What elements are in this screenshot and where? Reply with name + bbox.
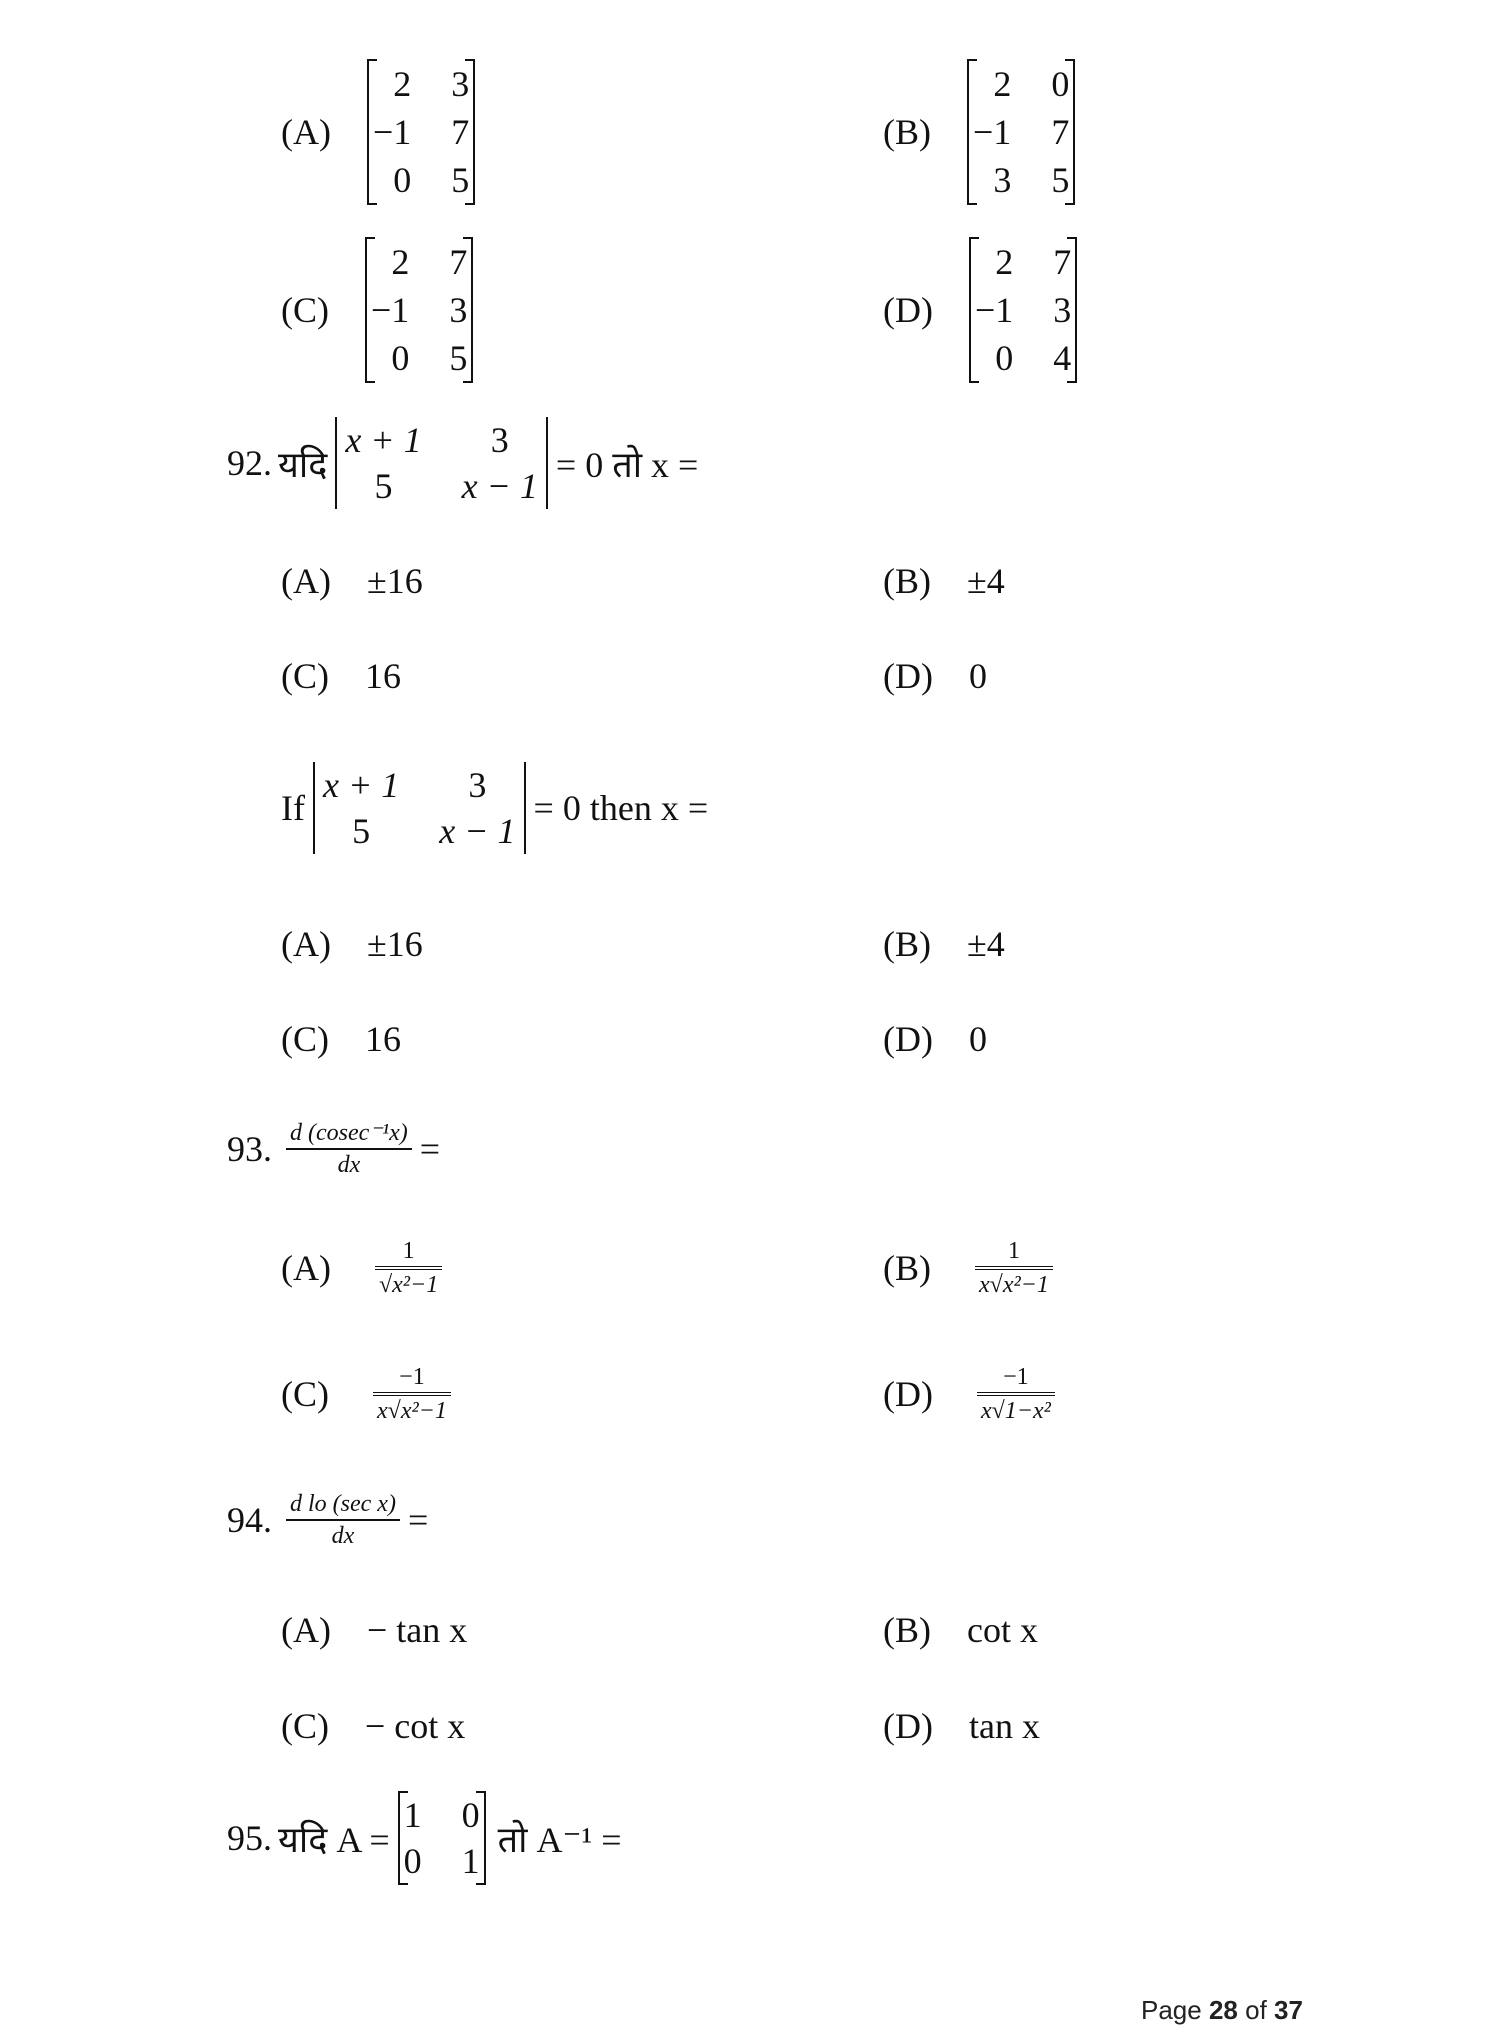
matrix xyxy=(367,59,475,205)
matrix-cell: 5 xyxy=(451,160,470,200)
det-cell: x + 1 xyxy=(322,765,400,805)
page-word: Page xyxy=(1141,1995,1202,2025)
q91-option-c xyxy=(281,237,473,383)
matrix-cell: 3 xyxy=(1053,290,1072,330)
q95-prefix: यदि A = xyxy=(278,1819,390,1860)
denominator: x√1−x² xyxy=(980,1398,1051,1424)
matrix-cell: 0 xyxy=(995,338,1014,378)
option-value: cot x xyxy=(967,1610,1038,1650)
matrix-cell: 0 xyxy=(1051,64,1070,104)
q93-option-c xyxy=(281,1362,459,1426)
q92-question-english xyxy=(281,762,708,854)
matrix-cell: −1 xyxy=(372,112,412,152)
denominator: x√x²−1 xyxy=(979,1272,1049,1298)
option-label: (D) xyxy=(883,1374,933,1414)
fraction xyxy=(373,1362,451,1426)
q93-question xyxy=(227,1118,440,1180)
option-label: (C) xyxy=(281,290,329,330)
option-value: − tan x xyxy=(366,1610,468,1650)
q92-en-option-b xyxy=(883,923,1005,965)
matrix-cell: 2 xyxy=(993,64,1012,104)
option-value: 16 xyxy=(365,656,401,696)
option-label: (A) xyxy=(281,561,331,601)
q92-hi-option-c xyxy=(281,655,401,697)
option-label: (C) xyxy=(281,1019,329,1059)
fraction xyxy=(286,1118,412,1180)
option-label: (B) xyxy=(883,112,931,152)
option-label: (D) xyxy=(883,656,933,696)
option-label: (A) xyxy=(281,924,331,964)
matrix-cell: 1 xyxy=(403,1795,422,1835)
q93-option-d xyxy=(883,1362,1063,1426)
fraction xyxy=(375,1236,442,1300)
total-pages: 37 xyxy=(1274,1995,1303,2025)
matrix-cell: 0 xyxy=(403,1841,422,1881)
hindi-prefix: यदि xyxy=(278,444,328,485)
det-cell: 5 xyxy=(352,811,371,851)
matrix-cell: 4 xyxy=(1053,338,1072,378)
numerator: d lo (sec x) xyxy=(290,1491,396,1517)
option-value: ±4 xyxy=(967,924,1005,964)
matrix-cell: 0 xyxy=(391,338,410,378)
matrix-cell: −1 xyxy=(973,112,1012,152)
numerator: −1 xyxy=(1003,1364,1029,1390)
q94-question xyxy=(227,1489,428,1551)
option-label: (C) xyxy=(281,656,329,696)
option-value: 0 xyxy=(968,656,987,696)
q92-en-option-c xyxy=(281,1018,401,1060)
matrix-cell: 7 xyxy=(451,112,470,152)
matrix-cell: 7 xyxy=(1051,112,1070,152)
q92-en-option-d xyxy=(883,1018,987,1060)
q93-option-b xyxy=(883,1236,1061,1300)
option-value: tan x xyxy=(968,1706,1040,1746)
det-cell: x − 1 xyxy=(461,466,538,506)
matrix-cell: 7 xyxy=(449,242,468,282)
question-number: 95. xyxy=(227,1818,272,1858)
numerator: 1 xyxy=(1007,1238,1020,1264)
option-value: 16 xyxy=(365,1019,401,1059)
option-label: (A) xyxy=(281,1248,331,1288)
option-label: (A) xyxy=(281,1610,331,1650)
option-value: ±16 xyxy=(366,561,423,601)
q91-option-d xyxy=(883,237,1077,383)
current-page: 28 xyxy=(1208,1995,1238,2025)
matrix-cell: 5 xyxy=(1051,160,1070,200)
fraction xyxy=(286,1489,400,1551)
q92-question-hindi xyxy=(227,417,698,509)
option-value: − cot x xyxy=(365,1706,466,1746)
fraction xyxy=(977,1362,1055,1426)
q92-hi-option-a xyxy=(281,560,423,602)
matrix-cell: 5 xyxy=(449,338,468,378)
q92-hi-option-d xyxy=(883,655,987,697)
english-suffix: = 0 then x = xyxy=(533,788,709,828)
determinant xyxy=(335,417,548,509)
equals: = xyxy=(407,1500,429,1540)
q91-option-b xyxy=(883,59,1075,205)
denominator: √x²−1 xyxy=(378,1272,439,1298)
option-label: (C) xyxy=(281,1374,329,1414)
equals: = xyxy=(419,1129,441,1169)
matrix xyxy=(365,237,473,383)
matrix-cell: 2 xyxy=(995,242,1014,282)
denominator: x√x²−1 xyxy=(377,1398,447,1424)
option-label: (B) xyxy=(883,924,931,964)
option-label: (B) xyxy=(883,1248,931,1288)
q94-option-c xyxy=(281,1705,465,1747)
matrix-cell: 2 xyxy=(393,64,412,104)
matrix xyxy=(967,59,1075,205)
matrix-cell: 3 xyxy=(449,290,468,330)
option-label: (C) xyxy=(281,1706,329,1746)
question-number: 94. xyxy=(227,1500,272,1540)
numerator: d (cosec⁻¹x) xyxy=(290,1120,408,1146)
q94-option-a xyxy=(281,1609,467,1651)
option-label: (D) xyxy=(883,1706,933,1746)
numerator: −1 xyxy=(399,1364,425,1390)
fraction xyxy=(975,1236,1053,1300)
q92-en-option-a xyxy=(281,923,423,965)
q93-option-a xyxy=(281,1236,450,1300)
option-label: (D) xyxy=(883,290,933,330)
q91-option-a xyxy=(281,59,475,205)
determinant xyxy=(313,762,526,854)
det-cell: x + 1 xyxy=(345,420,422,460)
option-value: ±4 xyxy=(967,561,1005,601)
hindi-suffix: = 0 तो x = xyxy=(555,444,699,485)
det-cell: 3 xyxy=(490,420,509,460)
option-value: ±16 xyxy=(366,924,423,964)
numerator: 1 xyxy=(402,1238,415,1264)
q94-option-d xyxy=(883,1705,1040,1747)
matrix-cell: 1 xyxy=(461,1841,480,1881)
matrix-cell: 3 xyxy=(451,64,470,104)
option-label: (D) xyxy=(883,1019,933,1059)
denominator: dx xyxy=(331,1523,355,1549)
matrix-cell: 0 xyxy=(461,1795,480,1835)
q92-hi-option-b xyxy=(883,560,1005,602)
matrix-cell: 0 xyxy=(393,160,412,200)
matrix xyxy=(398,1791,486,1885)
matrix xyxy=(969,237,1077,383)
det-cell: x − 1 xyxy=(439,811,516,851)
q95-question xyxy=(227,1791,622,1885)
q94-option-b xyxy=(883,1609,1038,1651)
option-label: (B) xyxy=(883,1610,931,1650)
of-word: of xyxy=(1245,1995,1267,2025)
question-number: 93. xyxy=(227,1129,272,1169)
matrix-cell: 2 xyxy=(391,242,410,282)
option-value: 0 xyxy=(968,1019,987,1059)
denominator: dx xyxy=(337,1152,361,1178)
det-cell: 3 xyxy=(468,765,487,805)
option-label: (B) xyxy=(883,561,931,601)
matrix-cell: 7 xyxy=(1053,242,1072,282)
matrix-cell: −1 xyxy=(974,290,1014,330)
det-cell: 5 xyxy=(374,466,393,506)
matrix-cell: 3 xyxy=(993,160,1012,200)
option-label: (A) xyxy=(281,112,331,152)
matrix-cell: −1 xyxy=(371,290,410,330)
question-number: 92. xyxy=(227,443,272,483)
english-prefix: If xyxy=(281,788,305,828)
q95-suffix: तो A⁻¹ = xyxy=(497,1819,622,1860)
page-footer xyxy=(1141,1995,1303,2026)
